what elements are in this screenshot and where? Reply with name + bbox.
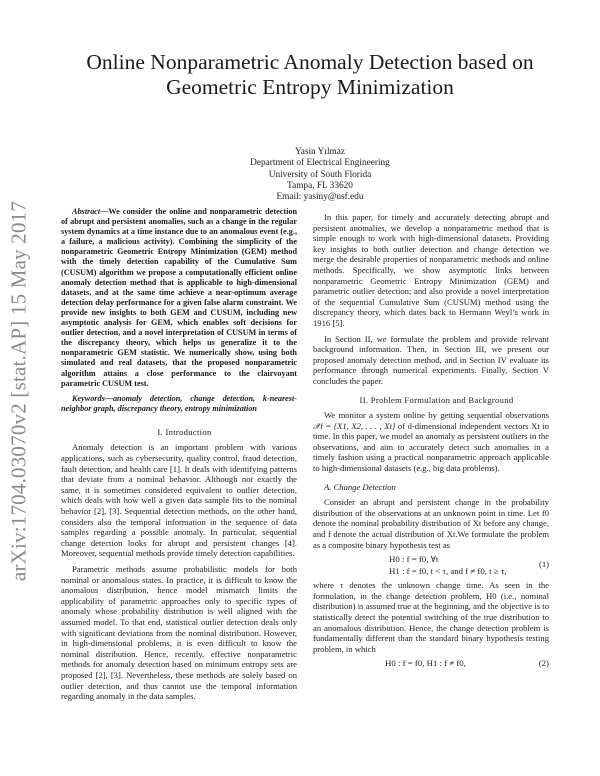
- section2-paragraph-1: [313, 410, 549, 474]
- title-line-2: Geometric Entropy Minimization: [166, 75, 454, 99]
- equation-1: [313, 553, 549, 577]
- right-paragraph-1: In this paper, for timely and accurately detecting abrupt and persistent anomalies, we develop a nonparametric method that is simple enough to work with high-dimensional datasets. Providing key insights to both outlier detection and change detection we merge the desirable properties of nonparametric methods and online methods. Specifically, we show asymptotic links between nonparametric Geometric Entropy Minimization (GEM) and parametric outlier detection; and also provide a novel interpretation of the sequential Cumulative Sum (CUSUM) method using the discrepancy theory, which dates back to Hermann Weyl’s work in 1916 [5].: [313, 212, 549, 328]
- right-paragraph-2: In Section II, we formulate the problem and provide relevant background information. Then, in Section III, we present our proposed anomaly detection method, and in Section IV evaluate its performance through numerical experiments. Finally, Section V concludes the paper.: [313, 333, 549, 386]
- abstract-text: —We consider the online and nonparametric detection of abrupt and persistent anomalies, such as a change in the regular system dynamics at a time instance due to an anomalous event (e.g., a failure, a malicious activity). Combining the simplicity of the nonparametric Geometric Entropy Minimization (GEM) method with the timely detection capability of the Cumulative Sum (CUSUM) algorithm we propose a computationally efficient online anomaly detection method that is applicable to high-dimensional datasets, and at the same time achieve a near-optimum average detection delay performance for a given false alarm constraint. We provide new insights to both GEM and CUSUM, including new asymptotic analysis for GEM, which enables soft decisions for outlier detection, and a novel interpretation of CUSUM in terms of the discrepancy theory, which helps us generalize it to the nonparametric GEM statistic. We numerically show, using both simulated and real datasets, that the proposed nonparametric algorithm attains a close performance to the clairvoyant parametric CUSUM test.: [61, 207, 297, 388]
- subsection-heading-change-detection: A. Change Detection: [324, 481, 396, 492]
- arxiv-identifier-stamp: [2, 200, 36, 582]
- equation-2-body: H0 : f = f0, H1 : f ≠ f0,: [385, 658, 466, 669]
- abstract-label: Abstract: [72, 207, 101, 216]
- sec2-text-b: of d-dimensional independent vectors Xt in time. In this paper, we model an anomaly as persistent outliers in the observations, and aim to accurately detect such anomalies in a timely fashion using a practical nonparametric approach applicable to high-dimensional datasets (e.g., big data problems).: [313, 420, 549, 474]
- equation-2-number: (2): [538, 658, 549, 669]
- after-equation-1-paragraph: where τ denotes the unknown change time. As seen in the formulation, in the change detection problem, H0 (i.e., nominal distribution) is assumed true at the beginning, and the objective is to statistically detect the potential switching of the true distribution to an anomalous distribution. Hence, the change detection problem is fundamentally different than the standard binary hypothesis testing problem, in which: [313, 580, 549, 654]
- equation-1-line-1: H0 : f = f0, ∀t: [389, 554, 439, 565]
- intro-paragraph-2: Parametric methods assume probabilistic models for both nominal or anomalous states. In practice, it is difficult to know the anomalous distribution, hence model mismatch limits the applicability of parametric approaches only to specific types of anomaly whose probability distribution is well aligned with the assumed model. To that end, statistical outlier detection deals only with significant deviations from the nominal distribution. However, in high-dimensional problems, it is even difficult to know the nominal distribution. Hence, recently, effective nonparametric methods for anomaly detection based on minimum entropy sets are proposed [2], [3]. Nevertheless, these methods are solely based on outlier detection, and thus cannot use the temporal information regarding anomaly in the data samples.: [61, 564, 297, 702]
- author-block: [185, 147, 455, 203]
- author-department: Department of Electrical Engineering: [250, 158, 390, 169]
- author-location: Tampa, FL 33620: [287, 180, 353, 191]
- section-heading-problem-formulation: II. Problem Formulation and Background: [359, 394, 514, 405]
- right-column: [313, 212, 549, 672]
- equation-1-line-2: H1 : f = f0, t < τ, and f ≠ f0, t ≥ τ,: [389, 566, 507, 577]
- keywords-text: —anomaly detection, change detection, k-nearest-neighbor graph, discrepancy theory, entropy minimization: [61, 393, 297, 413]
- paper-title: [40, 50, 580, 100]
- sec2-text-a: We monitor a system online by getting sequential observations: [324, 410, 549, 421]
- keywords-label: Keywords: [72, 393, 105, 403]
- arxiv-id-text: arXiv:1704.03070v2 [stat.AP] 15 May 2017: [6, 200, 31, 582]
- section-heading-introduction: I. Introduction: [157, 426, 212, 437]
- keywords: [61, 394, 297, 414]
- equation-1-number: (1): [538, 559, 549, 570]
- sec2-math-set: 𝒳t = {X1, X2, . . . , Xt}: [313, 420, 396, 431]
- title-line-1: Online Nonparametric Anomaly Detection based on: [86, 50, 534, 74]
- subsection-a-paragraph: Consider an abrupt and persistent change in the probability distribution of the observations at an unknown point in time. Let f0 denote the nominal probability distribution of Xt before any change, and f denote the actual distribution of Xt.We formulate the problem as a composite binary hypothesis test as: [313, 497, 549, 550]
- author-university: University of South Florida: [268, 169, 372, 180]
- equation-2: [313, 657, 549, 669]
- left-column: [61, 207, 297, 702]
- author-email: Email: yasiny@usf.edu: [276, 192, 364, 203]
- abstract: [61, 207, 297, 389]
- intro-paragraph-1: Anomaly detection is an important problem with various applications, such as cybersecurity, quality control, fraud detection, fault detection, and health care [1]. It deals with identifying patterns that deviate from a nominal behavior. Although not exactly the same, it is sometimes considered equivalent to outlier detection, which deals with how well a given data sample fits to the nominal behavior [2], [3]. Sequential detection methods, on the other hand, considers also the temporal information in the sequence of data samples regarding a possible anomaly. In particular, sequential change detection looks for abrupt and persistent changes [4]. Moreover, sequential methods provide timely detection capabilities.: [61, 442, 297, 559]
- author-name: Yasin Yılmaz: [294, 147, 346, 157]
